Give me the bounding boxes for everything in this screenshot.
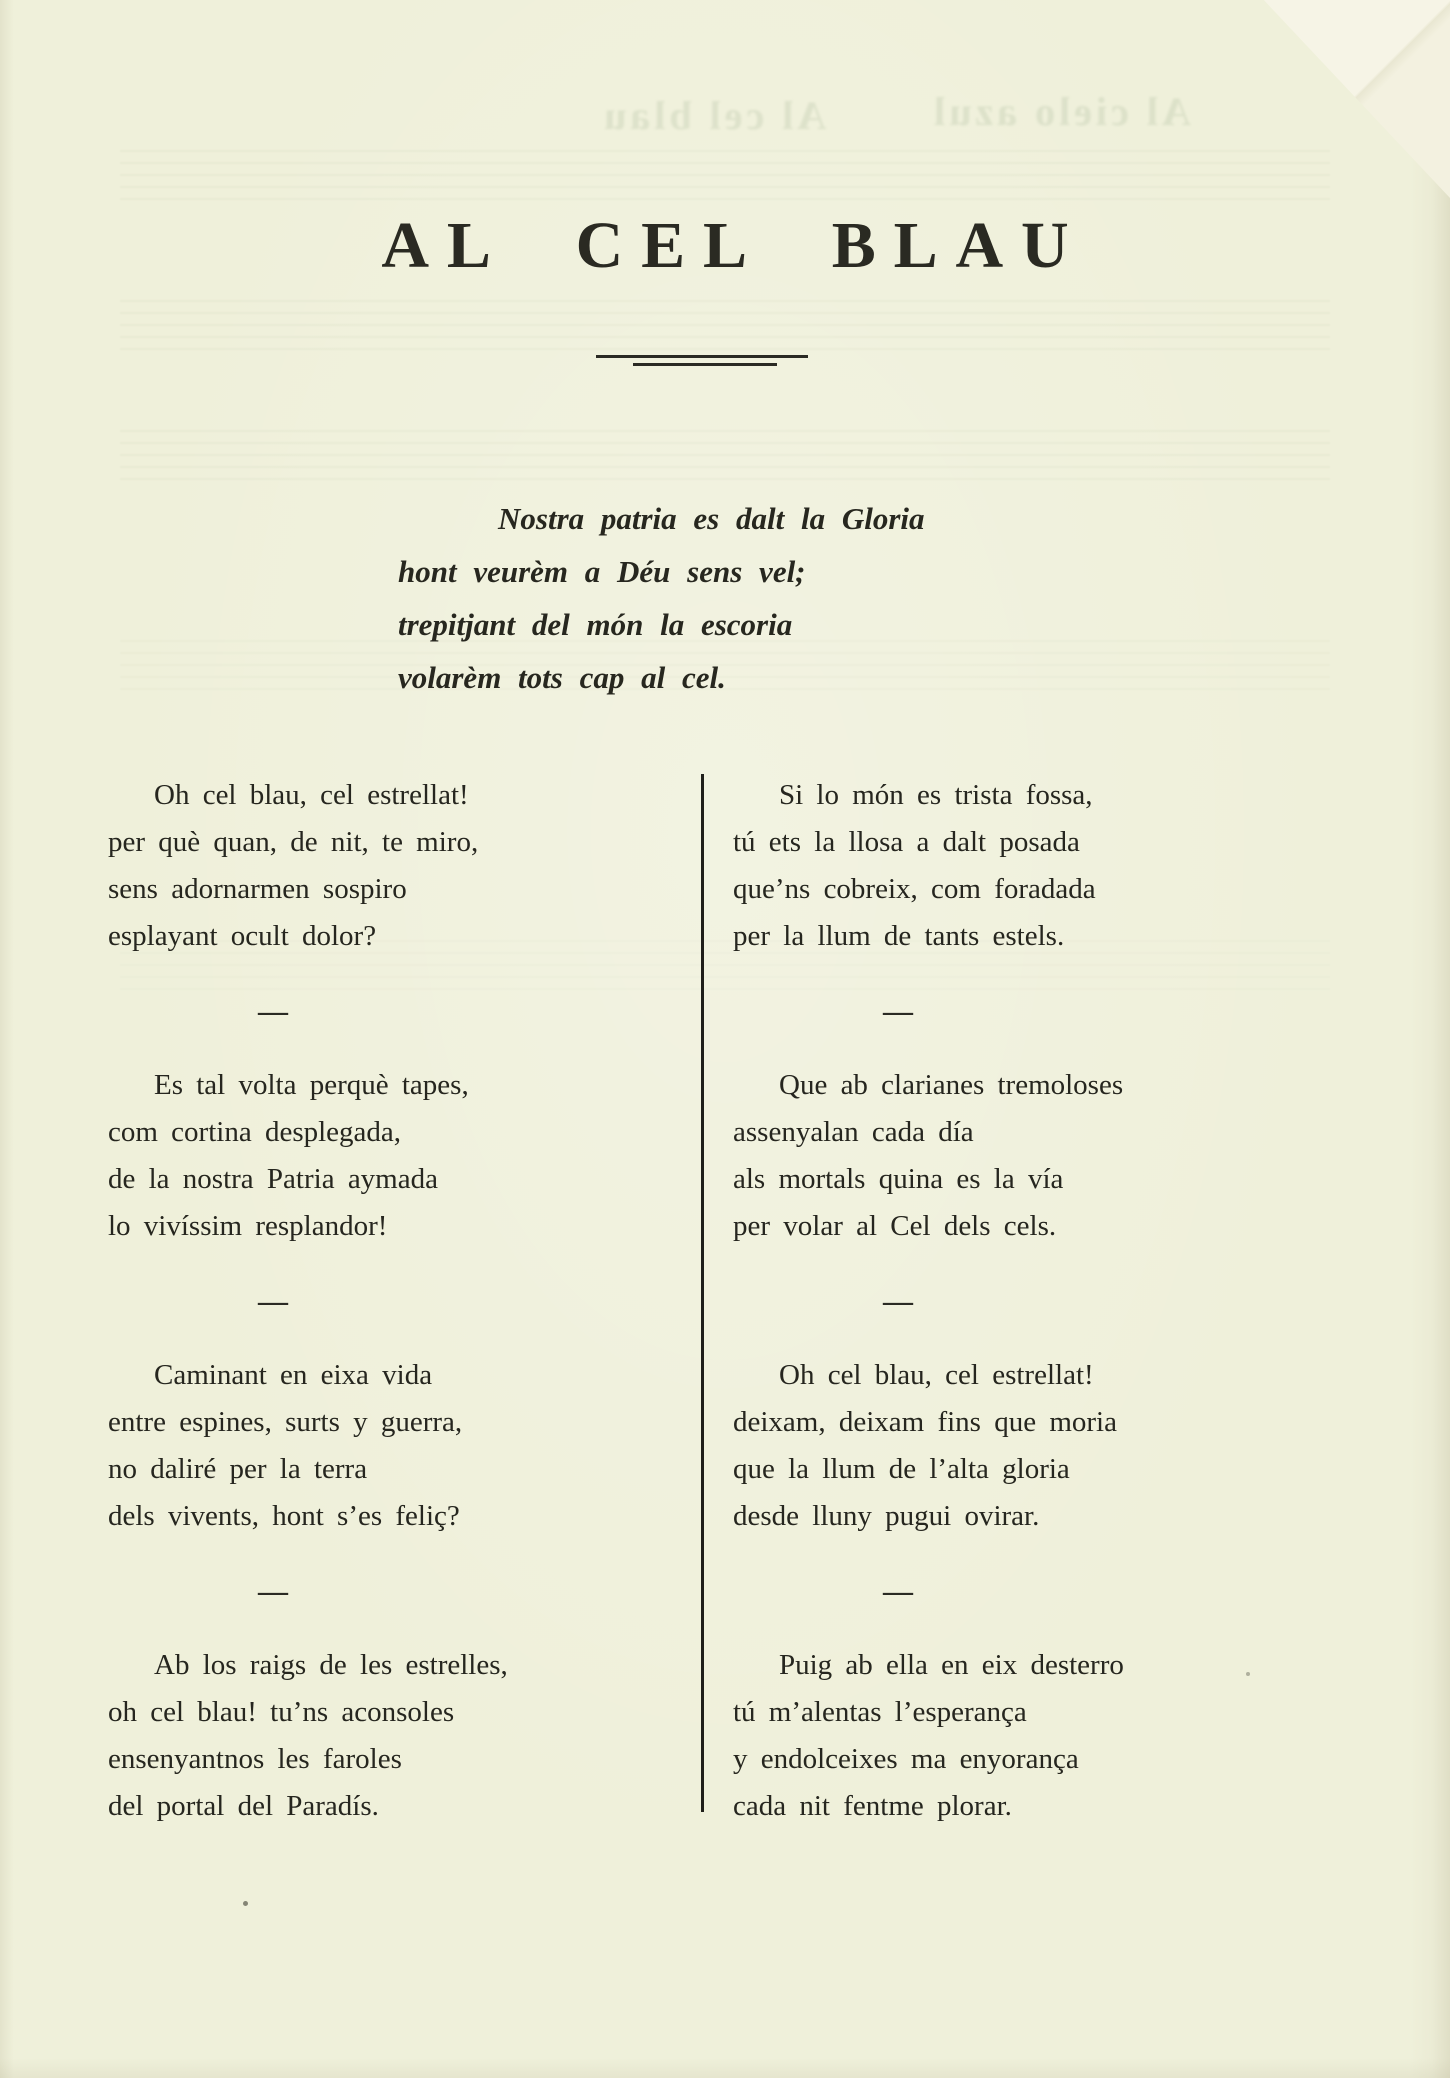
stanza-separator-dash: — (258, 994, 288, 1028)
verse-line: Que ab clarianes tremoloses (779, 1069, 1124, 1101)
ink-speck (243, 1901, 248, 1906)
verse-line: Si lo món es trista fossa, (779, 779, 1093, 811)
verse-line: oh cel blau! tu’ns aconsoles (108, 1696, 455, 1728)
ornament-rule-top (596, 355, 808, 358)
stanza-separator-dash: — (883, 994, 913, 1028)
page-corner-fold (1260, 0, 1450, 198)
show-through-text-left: Al cel blau (600, 93, 827, 138)
verse-line: per la llum de tants estels. (733, 920, 1065, 952)
verse-line: que la llum de l’alta gloria (733, 1453, 1070, 1485)
verse-line: esplayant ocult dolor? (108, 920, 377, 952)
verse-line: entre espines, surts y guerra, (108, 1406, 463, 1438)
verse-line: com cortina desplegada, (108, 1116, 402, 1148)
verse-line: Es tal volta perquè tapes, (154, 1069, 469, 1101)
stanza-separator-dash: — (883, 1284, 913, 1318)
verse-line: Caminant en eixa vida (154, 1359, 433, 1391)
ink-speck (1246, 1672, 1250, 1676)
verse-line: y endolceixes ma enyorança (733, 1743, 1079, 1775)
verse-line: sens adornarmen sospiro (108, 873, 407, 905)
stanza (108, 1352, 588, 1540)
verse-line: Oh cel blau, cel estrellat! (779, 1359, 1094, 1391)
stanza-separator-dash: — (258, 1574, 288, 1608)
epigraph-line: Nostra patria es dalt la Gloria (498, 501, 925, 536)
verse-line: Ab los raigs de les estrelles, (154, 1649, 508, 1681)
stanza-separator-dash: — (258, 1284, 288, 1318)
epigraph (398, 492, 925, 704)
verse-line: per què quan, de nit, te miro, (108, 826, 479, 858)
stanza (733, 1062, 1213, 1250)
show-through-staff-lines (120, 430, 1330, 482)
stanza (108, 1062, 588, 1250)
epigraph-line: trepitjant del món la escoria (398, 607, 793, 642)
verse-line: lo vivíssim resplandor! (108, 1210, 388, 1242)
verse-line: als mortals quina es la vía (733, 1163, 1064, 1195)
stanza (733, 1352, 1213, 1540)
page-corner-edge (1178, 0, 1372, 198)
stanza (733, 1642, 1213, 1830)
verse-line: Oh cel blau, cel estrellat! (154, 779, 469, 811)
stanza-separator-dash: — (883, 1574, 913, 1608)
verse-line: assenyalan cada día (733, 1116, 974, 1148)
verse-line: desde lluny pugui ovirar. (733, 1500, 1040, 1532)
ornament-rule-bottom (633, 363, 777, 366)
verse-column-right (733, 772, 1213, 1830)
verse-line: cada nit fentme plorar. (733, 1790, 1012, 1822)
epigraph-line: hont veurèm a Déu sens vel; (398, 554, 806, 589)
verse-line: de la nostra Patria aymada (108, 1163, 438, 1195)
stanza (108, 1642, 588, 1830)
poem-title: AL CEL BLAU (381, 209, 1087, 283)
verse-line: tú m’alentas l’esperança (733, 1696, 1027, 1728)
verse-line: tú ets la llosa a dalt posada (733, 826, 1080, 858)
verse-line: no daliré per la terra (108, 1453, 368, 1485)
verse-line: del portal del Paradís. (108, 1790, 379, 1822)
stanza (733, 772, 1213, 960)
show-through-text-right: Al cielo azul (930, 89, 1191, 134)
verse-line: dels vivents, hont s’es feliç? (108, 1500, 460, 1532)
stanza (108, 772, 588, 960)
verse-line: per volar al Cel dels cels. (733, 1210, 1057, 1242)
verse-line: ensenyantnos les faroles (108, 1743, 402, 1775)
verse-line: deixam, deixam fins que moria (733, 1406, 1117, 1438)
show-through-staff-lines (120, 150, 1330, 202)
verse-line: Puig ab ella en eix desterro (779, 1649, 1124, 1681)
verse-line: que’ns cobreix, com foradada (733, 873, 1096, 905)
epigraph-line: volarèm tots cap al cel. (398, 660, 726, 695)
column-divider-rule (701, 774, 704, 1812)
show-through-staff-lines (120, 300, 1330, 352)
verse-column-left (108, 772, 588, 1830)
title-ornament-rule (0, 355, 1450, 371)
